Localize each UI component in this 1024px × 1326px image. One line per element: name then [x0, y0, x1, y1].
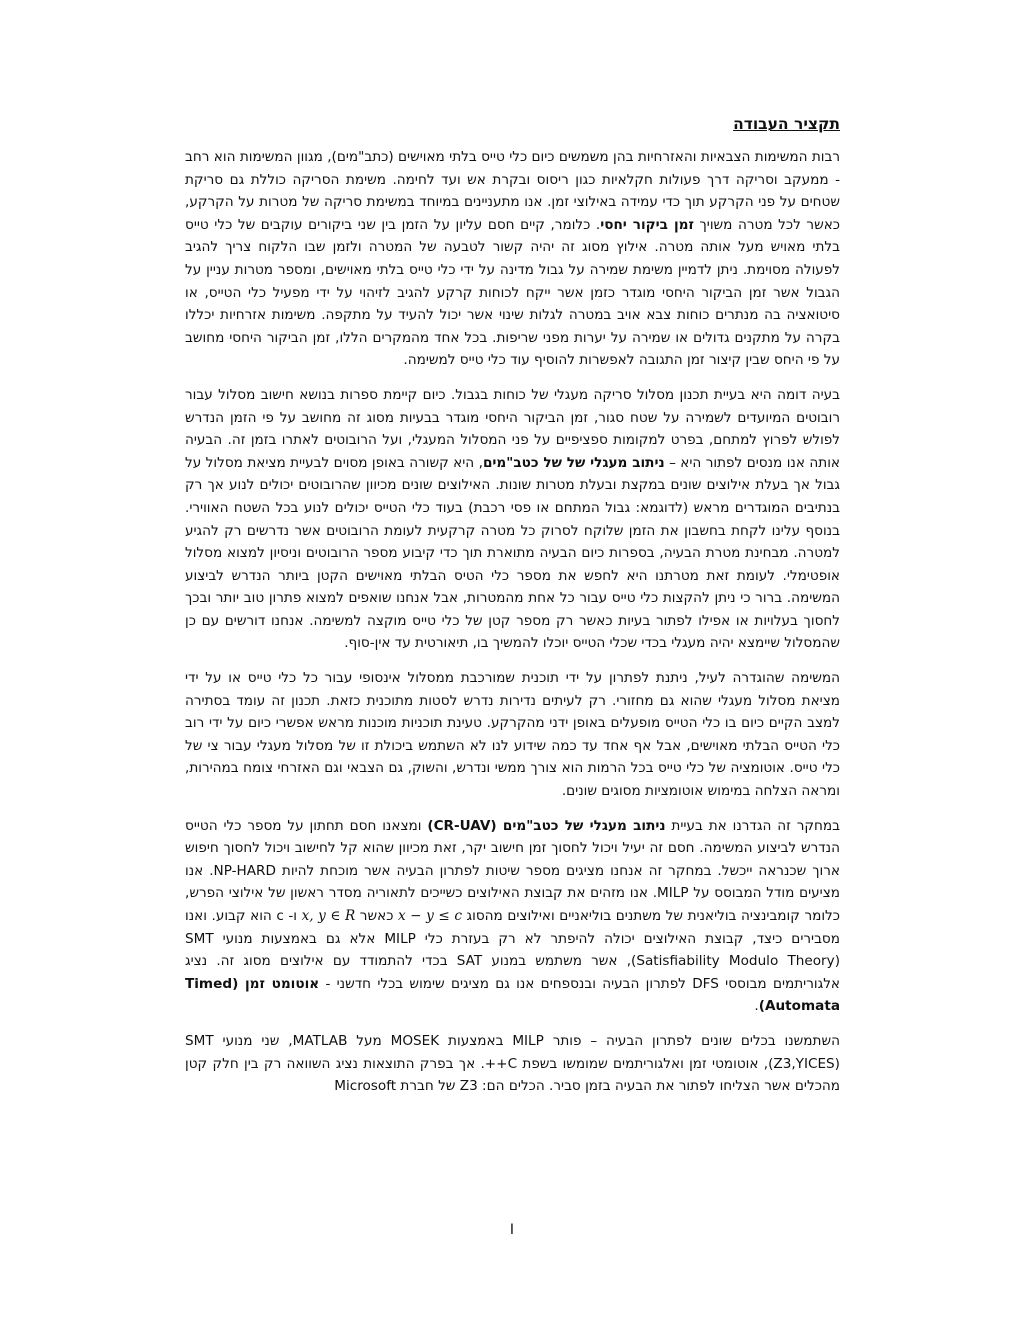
paragraph-1: [185, 146, 840, 372]
paragraph-4-text-d: ו- c הוא קבוע. ואנו מסבירים כיצד, קבוצת האילוצים יכולה להיפתר לא רק בעזרת כלי MILP אלא גם באמצעות מנועי SMT (Satisfiability Modulo Theory), אשר משתמש במנוע SAT בכדי להתמודד עם אילוצים מסוג זה. נציג אלגוריתמים מבוססי DFS לפתרון הבעיה ובנספחים אנו גם מציגים שימוש בכלי חדשני -: [185, 908, 841, 992]
paragraph-3: המשימה שהוגדרה לעיל, ניתנת לפתרון על ידי תוכנית שמורכבת ממסלול אינסופי עבור כל כלי טייס או על ידי מציאת מסלול מעגלי שהוא גם מחזורי. רק לעיתים נדירות נדרש לסטות מתוכנית כזאת. תכנון זה עומד בסתירה למצב הקיים כיום בו כלי הטייס מופעלים באופן ידני מהקרקע. טעינת תוכניות מוכנות מראש אפשרי כיום על ידי רוב כלי הטייס הבלתי מאוישים, אבל אף אחד עד כמה שידוע לנו לא השתמש ביכולת זו של מסלול מעגלי עבור צי של כלי טייס. אוטומציה של כלי טייס בכל הרמות הוא צורך ממשי ונדרש, והשוק, גם הצבאי וגם האזרחי צומח במהירות, ומראה הצלחה במימוש אוטומציות מסוגים שונים.: [185, 670, 840, 800]
paragraph-1-text-a: רבות המשימות הצבאיות והאזרחיות בהן משמשים כיום כלי טייס בלתי מאוישים (כתב"מים), מגוון המשימות הוא רחב - ממעקב וסריקה דרך פעולות חקלאיות כגון ריסוס ובקרת אש ועד לחימה. משימת הסריקה כוללת גם סריקת שטחים על פני הקרקע תוך כדי עמידה באילוצי זמן. אנו מתעניינים במיוחד במשימת סריקה של מטרות על הקרקע, כאשר לכל מטרה משויך: [185, 149, 840, 233]
paragraph-2-text-b: , היא קשורה באופן מסוים לבעיית מציאת מסלול על גבול אך בעלת אילוצים שונים במקצת ובעלת מטרות שונות. האילוצים שונים מכיוון שהרובוטים יכולים לנוע אך רק בנתיבים המוגדרים מראש (לדוגמא: גבול המתחם או פסי רכבת) בעוד כלי הטייס יכולים לנוע בכל השטח האווירי. בנוסף עלינו לקחת בחשבון את הזמן שלוקח לסרוק כל מטרה קרקעית לעומת הרובוטים אשר נדרשים רק להגיע למטרה. מבחינת מטרת הבעיה, בספרות כיום הבעיה מתוארת תוך כדי קיבוע מספר הרובוטים וניסיון למצוא מסלול אופטימלי. לעומת זאת מטרתנו היא לחפש את מספר כלי הטיס הבלתי מאוישים הקטן ביותר הנדרש לביצוע המשימה. ברור כי ניתן להקצות כלי טייס עבור כל אחת מהמטרות, אבל אנחנו שואפים למצוא פתרון טוב יותר ובכך לחסוך בעלויות או אפילו לפתור בעיות כאשר רק מספר קטן של כלי טייס מוקצה למשימה. אנחנו דורשים עם כן שהמסלול שיימצא יהיה מעגלי בכדי שכלי הטייס יוכלו להמשיך בו, תיאורטית עד אין-סוף.: [185, 454, 840, 652]
cr-uav-term: ניתוב מעגלי של כטב"מים (CR-UAV): [427, 817, 666, 834]
circular-routing-term: ניתוב מעגלי של של כטב"מים: [482, 454, 665, 471]
relative-visit-time-term: זמן ביקור יחסי: [600, 216, 694, 233]
abstract-content: [185, 112, 840, 1110]
paragraph-4-text-e: .: [754, 998, 759, 1015]
abstract-title: תקציר העבודה: [733, 115, 840, 133]
paragraph-4-text-b: ומצאנו חסם תחתון על מספר כלי הטייס הנדרש לביצוע המשימה. חסם זה יעיל ויכול לחסוך זמן חישוב יקר, זאת מכיוון שהוא קל לחישוב ויכול לחסוך חיפוש ארוך שכנראה ייכשל. במחקר זה אנחנו מציגים מספר שיטות לפתרון הבעיה אשר מוכחת להיות NP-HARD. אנו מציעים מודל המבוסס על MILP. אנו מזהים את קבוצת האילוצים כשייכים לתאוריה מסדר ראשון של אילוצי הפרש, כלומר קומבינציה בוליאנית של משתנים בוליאניים ואילוצים מהסוג: [185, 817, 840, 924]
paragraph-1-text-b: . כלומר, קיים חסם עליון על הזמן בין שני ביקורים עוקבים של כלי טייס בלתי מאויש מעל אותה מטרה. אילוץ מסוג זה יהיה קשור לטבעה של המטרה ולזמן שבו הלקוח צריך להגיב לפעולה מסוימת. ניתן לדמיין משימת שמירה על גבול מדינה על ידי כלי טייס בלתי מאוישים, ומספר מטרות עניין על הגבול אשר זמן הביקור היחסי מוגדר כזמן אשר ייקח לכוחות קרקע להגיב לזיהוי על ידי מפעיל כלי הטייס, או סיטואציה בה מנתרים כוחות צבא אויב במטרה לגלות שינוי אשר יכול להעיד על מתקפה. משימות אזרחיות יכללו בקרה על מתקנים גדולים או שמירה על יערות מפני שריפות. בכל אחד מהמקרים הללו, זמן הביקור היחסי מחושב על פי היחס שבין קיצור זמן התגובה לאפשרות להוסיף עוד כלי טייס למשימה.: [185, 216, 840, 369]
paragraph-4-text-a: במחקר זה הגדרנו את בעיית: [665, 817, 840, 834]
difference-constraint-formula: x − y ≤ c: [397, 908, 462, 924]
paragraph-2-text-a: בעיה דומה היא בעיית תכנון מסלול סריקה מעגלי של כוחות בגבול. כיום קיימת ספרות בנושא חישוב מסלול עבור רובוטים המיועדים לשמירה על שטח סגור, זמן הביקור היחסי מוגדר בבעיות מסוג זה מחושב על פי הזמן הנדרש לפולש לפרוץ למתחם, בפרט למקומות ספציפיים על פני המסלול המעגלי, ועל הרובוטים לאתרו בזמן זה. הבעיה אותה אנו מנסים לפתור היא –: [185, 386, 840, 471]
paragraph-4-text-c: כאשר: [355, 908, 398, 924]
page-number: I: [509, 1222, 515, 1238]
paragraph-2: [185, 384, 840, 655]
timed-automata-term: אוטומט זמן (Timed Automata): [185, 975, 840, 1015]
variable-domain-formula: x, y ∈ R: [301, 908, 356, 924]
paragraph-5: השתמשנו בכלים שונים לפתרון הבעיה – פותר MILP באמצעות MOSEK מעל MATLAB, שני מנועי SMT (Z3,YICES), אוטומטי זמן ואלגוריתמים שמומשו בשפת C++. אך בפרק התוצאות נציג השוואה רק בין חלק קטן מהכלים אשר הצליחו לפתור את הבעיה בזמן סביר. הכלים הם: Z3 של חברת Microsoft: [185, 1032, 840, 1095]
paragraph-4: [185, 815, 840, 1018]
